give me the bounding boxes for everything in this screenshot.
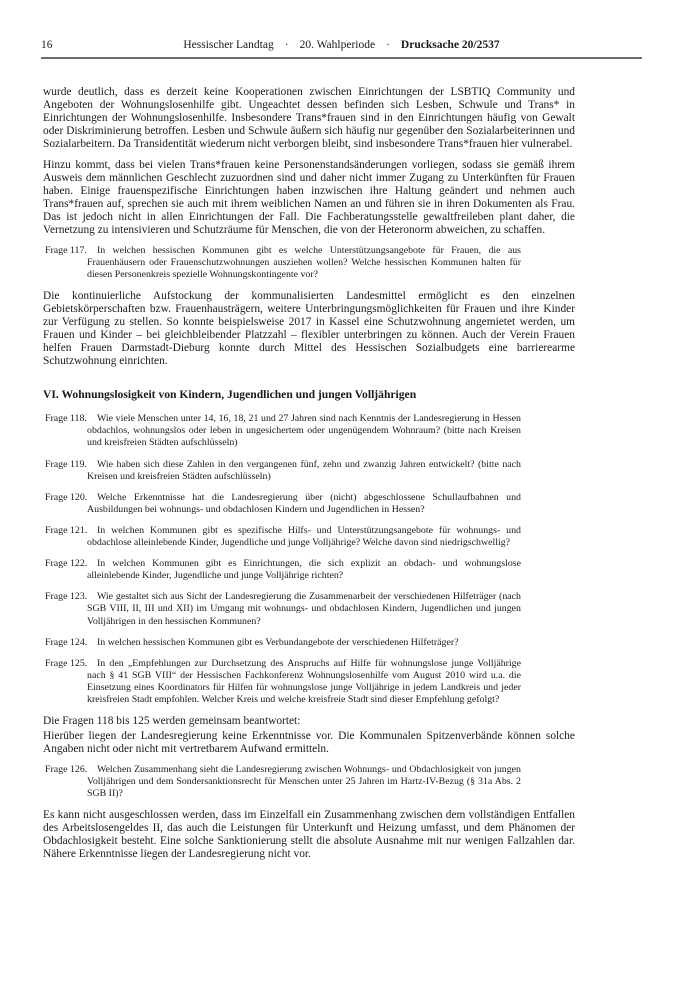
question-label: Frage 117.: [45, 245, 87, 256]
header-separator-dot: ·: [386, 39, 390, 51]
paragraph: Die Fragen 118 bis 125 werden gemeinsam beantwortet:: [43, 715, 301, 728]
document-body: [43, 86, 575, 861]
section-heading: VI. Wohnungslosigkeit von Kindern, Jugendlichen und jungen Volljährigen: [43, 388, 417, 402]
question-text: Wie viele Menschen unter 14, 16, 18, 21 und 27 Jahren sind nach Kenntnis der Landesregierung in Hessen obdachlos, wohnungslos oder leben in ungesichertem oder ungenügendem Wohnraum? (bitte nach Kreisen und kreisfreien Städten aufschlüsseln): [87, 413, 521, 449]
question-label: Frage 118.: [45, 413, 87, 425]
question-item: [43, 492, 521, 516]
question-item: [43, 413, 521, 449]
header-rule: [41, 57, 642, 59]
paragraph: Die kontinuierliche Aufstockung der kommunalisierten Landesmittel ermöglicht es den einzelnen Gebietskörperschaften bzw. Frauenhausträgern, weitere Unterbringungsmöglichkeiten für Frauen und ihre Kinder zur Verfügung zu stellen. So konnte beispielsweise 2017 in Kassel eine Schutzwohnung angemietet werden, um Frauen und Kinder – bei gleichbleibender Platzzahl – flexibler unterbringen zu können. Auch der Verein Frauen helfen Frauen Darmstadt-Dieburg konnte durch Mittel des Hessischen Sozialbudgets eine barrierearme Schutzwohnung einrichten.: [43, 290, 575, 368]
header-separator-dot: ·: [284, 39, 289, 51]
question-text: Wie gestaltet sich aus Sicht der Landesregierung die Zusammenarbeit der verschiedenen Hilfeträger (nach SGB VIII, II, III und XII) im Umgang mit wohnungs- und obdachlosen Kindern, Jugendlichen und jungen Volljährigen in den hessischen Kommunen?: [87, 591, 521, 627]
question-item: [43, 591, 521, 627]
question-text: In den „Empfehlungen zur Durchsetzung des Anspruchs auf Hilfe für wohnungslose junge Volljährige nach § 41 SGB VIII“ der Hessischen Fachkonferenz Wohnungslosenhilfe vom August 2010 wird u.a. die Einsetzung eines Koordinators für Hilfen für wohnungslose junge Volljährige in jedem Landkreis und jeder kreisfreien Stadt empfohlen. Welcher Kreis und welche kreisfreie Stadt sind dieser Empfehlung gefolgt?: [87, 657, 521, 705]
question-label: Frage 125.: [45, 657, 88, 669]
question-item: [43, 245, 521, 281]
question-label: Frage 121.: [45, 524, 88, 536]
question-text: In welchen Kommunen gibt es spezifische Hilfs- und Unterstützungsangebote für wohnungs- und obdachlose alleinlebende Kinder, Jugendliche und junge Volljährige? Welche davon sind niedrigschwellig?: [87, 524, 521, 549]
question-label: Frage 119.: [45, 458, 87, 470]
question-label: Frage 122.: [45, 558, 88, 570]
question-text: Welche Erkenntnisse hat die Landesregierung über (nicht) abgeschlossene Schullaufbahnen und Ausbildungen bei wohnungs- und obdachlosen Kindern und Jugendlichen in Hessen?: [87, 491, 521, 515]
header-document-reference: Drucksache 20/2537: [400, 39, 500, 51]
question-item: [43, 525, 521, 549]
header-institution: Hessischer Landtag: [183, 39, 274, 51]
question-text: Wie haben sich diese Zahlen in den vergangenen fünf, zehn und zwanzig Jahren entwickelt? (bitte nach Kreisen und kreisfreien Städten aufschlüsseln): [87, 458, 521, 482]
question-item: [43, 558, 521, 582]
question-label: Frage 123.: [45, 591, 88, 603]
question-label: Frage 124.: [45, 636, 88, 648]
paragraph: wurde deutlich, dass es derzeit keine Kooperationen zwischen Einrichtungen der LSBTIQ Community und Angeboten der Wohnungslosenhilfe gibt. Ungeachtet dessen befinden sich Lesben, Schwule und Trans* in Einrichtungen der Wohnungslosenhilfe. Insbesondere Trans*frauen sind in den Einrichtungen häufig von Gewalt oder Diskriminierung betroffen. Lesben und Schwule äußern sich häufig nur gegenüber den Sozialarbeiterinnen und Sozialarbeitern. Da Transidentität wiederum nicht verborgen bleibt, sind insbesondere Trans*frauen hier vulnerabel.: [43, 86, 575, 150]
question-item: [43, 459, 521, 483]
question-label: Frage 126.: [45, 764, 88, 776]
page-header: [41, 39, 642, 54]
question-label: Frage 120.: [45, 491, 88, 503]
paragraph: Es kann nicht ausgeschlossen werden, dass im Einzelfall ein Zusammenhang zwischen dem vollständigen Entfallen des Arbeitslosengeldes II, das auch die Leistungen für Unterkunft und Heizung umfasst, und dem Phänomen der Obdachlosigkeit besteht. Eine solche Sanktionierung stellt die absolute Ausnahme mit nur wenigen Fallzahlen dar. Nähere Erkenntnisse liegen der Landesregierung nicht vor.: [43, 809, 575, 861]
page-number: 16: [41, 39, 53, 51]
paragraph: Hierüber liegen der Landesregierung keine Erkenntnisse vor. Die Kommunalen Spitzenverbände können solche Angaben nicht oder nicht mit vertretbarem Aufwand ermitteln.: [43, 730, 575, 756]
header-legislative-period: 20. Wahlperiode: [299, 39, 376, 51]
question-text: In welchen hessischen Kommunen gibt es welche Unterstützungsangebote für Frauen, die aus Frauenhäusern oder Frauenschutzwohnungen ausziehen wollen? Welche hessischen Kommunen halten für diesen Personenkreis spezielle Wohnungskontingente vor?: [87, 245, 521, 281]
question-text: In welchen Kommunen gibt es Einrichtungen, die sich explizit an obdach- und wohnungslose alleinlebende Kinder, Jugendliche und junge Volljährige richten?: [87, 558, 521, 582]
header-title: [41, 39, 642, 52]
question-item: [43, 764, 521, 800]
question-text: In welchen hessischen Kommunen gibt es Verbundangebote der verschiedenen Hilfeträger?: [97, 636, 459, 648]
question-text: Welchen Zusammenhang sieht die Landesregierung zwischen Wohnungs- und Obdachlosigkeit von jungen Volljährigen und dem Sondersanktionsrecht für Menschen unter 25 Jahren im Hartz-IV-Bezug (§ 31a Abs. 2 SGB II)?: [87, 764, 521, 800]
paragraph: Hinzu kommt, dass bei vielen Trans*frauen keine Personenstandsänderungen vorliegen, sodass sie gemäß ihrem Ausweis dem männlichen Geschlecht zuzuordnen sind und daher nicht immer Zugang zu Unterkünften für Frauen haben. Einige frauenspezifische Einrichtungen haben inzwischen ihre Haltung geändert und nehmen auch Trans*frauen auf, sprechen sie auch mit ihrem weiblichen Namen an und führen sie in ihren Dokumenten als Frau. Das ist jedoch nicht in allen Einrichtungen der Fall. Die Fachberatungsstelle gewaltfreileben plant daher, die Vernetzung zu intensivieren und Schutzräume für Menschen, die von der Heteronorm abweichen, zu schaffen.: [43, 159, 575, 236]
question-item: [43, 658, 521, 706]
question-item: [43, 637, 521, 649]
